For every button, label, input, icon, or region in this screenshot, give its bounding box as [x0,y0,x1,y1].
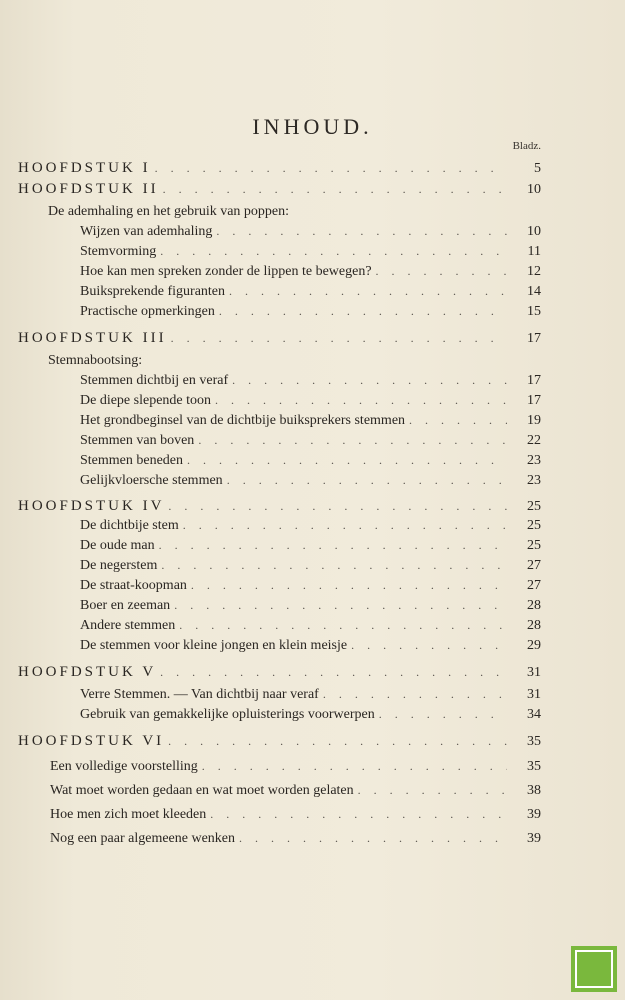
toc-entry-title: Practische opmerkingen [80,304,215,319]
toc-entry [80,304,541,320]
toc-entry [80,433,541,449]
toc-entry-title: Hoe kan men spreken zonder de lippen te bewegen? [80,264,372,279]
toc-entry [18,733,541,750]
dot-leader [160,665,507,680]
dot-leader [229,284,507,299]
toc-entry-title: Een volledige voorstelling [50,759,198,774]
toc-entry-page: 17 [527,331,541,346]
toc-entry-title: De oude man [80,538,155,553]
toc-entry-page: 22 [527,433,541,448]
watermark-logo [571,946,617,992]
dot-leader [161,558,507,573]
dot-leader [409,413,507,428]
toc-entry-page: 27 [527,578,541,593]
toc-entry-page: 28 [527,598,541,613]
toc-entry-title: De negerstem [80,558,158,573]
toc-entry [80,707,541,723]
toc-entry [80,284,541,300]
toc-entry [50,831,541,847]
dot-leader [179,618,507,633]
toc-entry-title: HOOFDSTUK I [18,160,151,176]
toc-entry-page: 25 [527,518,541,533]
dot-leader [202,759,507,774]
dot-leader [160,244,507,259]
toc-entry [18,330,541,347]
dot-leader [168,499,507,514]
dot-leader [215,393,507,408]
dot-leader [232,373,507,388]
toc-entry [80,244,541,260]
toc-entry [80,518,541,534]
toc-entry-title: Het grondbeginsel van de dichtbije buiksprekers stemmen [80,413,406,428]
toc-entry-page: 12 [527,264,541,279]
toc-entry [80,453,541,469]
toc-entry-title: Boer en zeeman [80,598,171,613]
toc-entry-title: Wijzen van ademhaling [80,224,213,239]
toc-entry-title: Gebruik van gemakkelijke opluisterings voorwerpen [80,707,375,722]
toc-entry [50,759,541,775]
toc-entry-page: 19 [527,413,541,428]
toc-entry-title: De straat-koopman [80,578,187,593]
toc-entry-page: 25 [527,499,541,514]
dot-leader [216,224,507,239]
dot-leader [219,304,507,319]
toc-entry-title: HOOFDSTUK II [18,181,159,197]
toc-entry-title: HOOFDSTUK IV [18,498,165,514]
toc-entry [80,687,541,703]
dot-leader [168,734,507,749]
toc-entry-page: 29 [527,638,541,653]
dot-leader [210,807,507,822]
toc-entry [18,181,541,198]
toc-entry [80,598,541,614]
dot-leader [187,453,507,468]
toc-entry-page: 31 [527,687,541,702]
toc-entry-title: De diepe slepende toon [80,393,212,408]
toc-entry-title: Andere stemmen [80,618,176,633]
toc-entry-title: Stemmen van boven [80,433,195,448]
dot-leader [163,182,507,197]
toc-entry-page: 39 [527,831,541,846]
toc-entry-page: 28 [527,618,541,633]
toc-entry-title: HOOFDSTUK III [18,330,167,346]
dot-leader [351,638,507,653]
dot-leader [183,518,507,533]
dot-leader [174,598,507,613]
toc-entry-page: 31 [527,665,541,680]
toc-entry-page: 23 [527,473,541,488]
toc-entry-page: 34 [527,707,541,722]
dot-leader [358,783,507,798]
toc-entry-title: HOOFDSTUK VI [18,733,165,749]
toc-entry-page: 14 [527,284,541,299]
toc-entry-title: De ademhaling en het gebruik van poppen: [48,204,290,219]
page-column-label: Bladz. [512,140,541,152]
toc-entry [80,393,541,409]
toc-entry-page: 5 [534,161,541,176]
toc-entry [80,224,541,240]
toc-entry-page: 35 [527,759,541,774]
dot-leader [379,707,507,722]
toc-entry [18,160,541,177]
toc-entry [50,783,541,799]
toc-entry [80,264,541,280]
dot-leader [191,578,507,593]
toc-entry-title: Gelijkvloersche stemmen [80,473,223,488]
dot-leader [155,161,507,176]
toc-entry-page: 10 [527,182,541,197]
toc-entry [80,413,541,429]
toc-entry-title: Stemnabootsing: [48,353,143,368]
toc-entry [80,578,541,594]
dot-leader [376,264,507,279]
toc-entry [80,618,541,634]
toc-entry-title: Stemmen dichtbij en veraf [80,373,229,388]
dot-leader [227,473,507,488]
toc-entry [80,638,541,654]
toc-entry [80,538,541,554]
page-title: INHOUD. [252,114,373,139]
dot-leader [159,538,507,553]
dot-leader [239,831,507,846]
toc-entry-title: De stemmen voor kleine jongen en klein meisje [80,638,348,653]
toc-entry [48,204,541,220]
toc-entry-title: Stemmen beneden [80,453,184,468]
toc-entry-title: Nog een paar algemeene wenken [50,831,236,846]
toc-entry-title: De dichtbije stem [80,518,179,533]
toc-entry-page: 11 [527,244,541,259]
toc-entry-page: 23 [527,453,541,468]
toc-entry-page: 17 [527,373,541,388]
toc-entry-page: 10 [527,224,541,239]
toc-entry-title: Verre Stemmen. — Van dichtbij naar veraf [80,687,319,702]
toc-entry [50,807,541,823]
dot-leader [198,433,507,448]
toc-entry [18,664,541,681]
dot-leader [323,687,507,702]
toc-entry-page: 38 [527,783,541,798]
toc-entry [80,473,541,489]
toc-entry-page: 35 [527,734,541,749]
toc-entry-title: Stemvorming [80,244,157,259]
toc-entry-page: 27 [527,558,541,573]
toc-entry-title: Hoe men zich moet kleeden [50,807,207,822]
toc-entry-title: Wat moet worden gedaan en wat moet worden gelaten [50,783,354,798]
toc-entry [80,373,541,389]
toc-entry [48,353,541,369]
watermark-box [575,950,613,988]
toc-entry-title: HOOFDSTUK V [18,664,157,680]
toc-entry [80,558,541,574]
dot-leader [171,331,507,346]
toc-entry-page: 17 [527,393,541,408]
toc-entry-title: Buiksprekende figuranten [80,284,226,299]
toc-entry-page: 39 [527,807,541,822]
toc-entry [18,498,541,515]
toc-entry-page: 15 [527,304,541,319]
toc-entry-page: 25 [527,538,541,553]
